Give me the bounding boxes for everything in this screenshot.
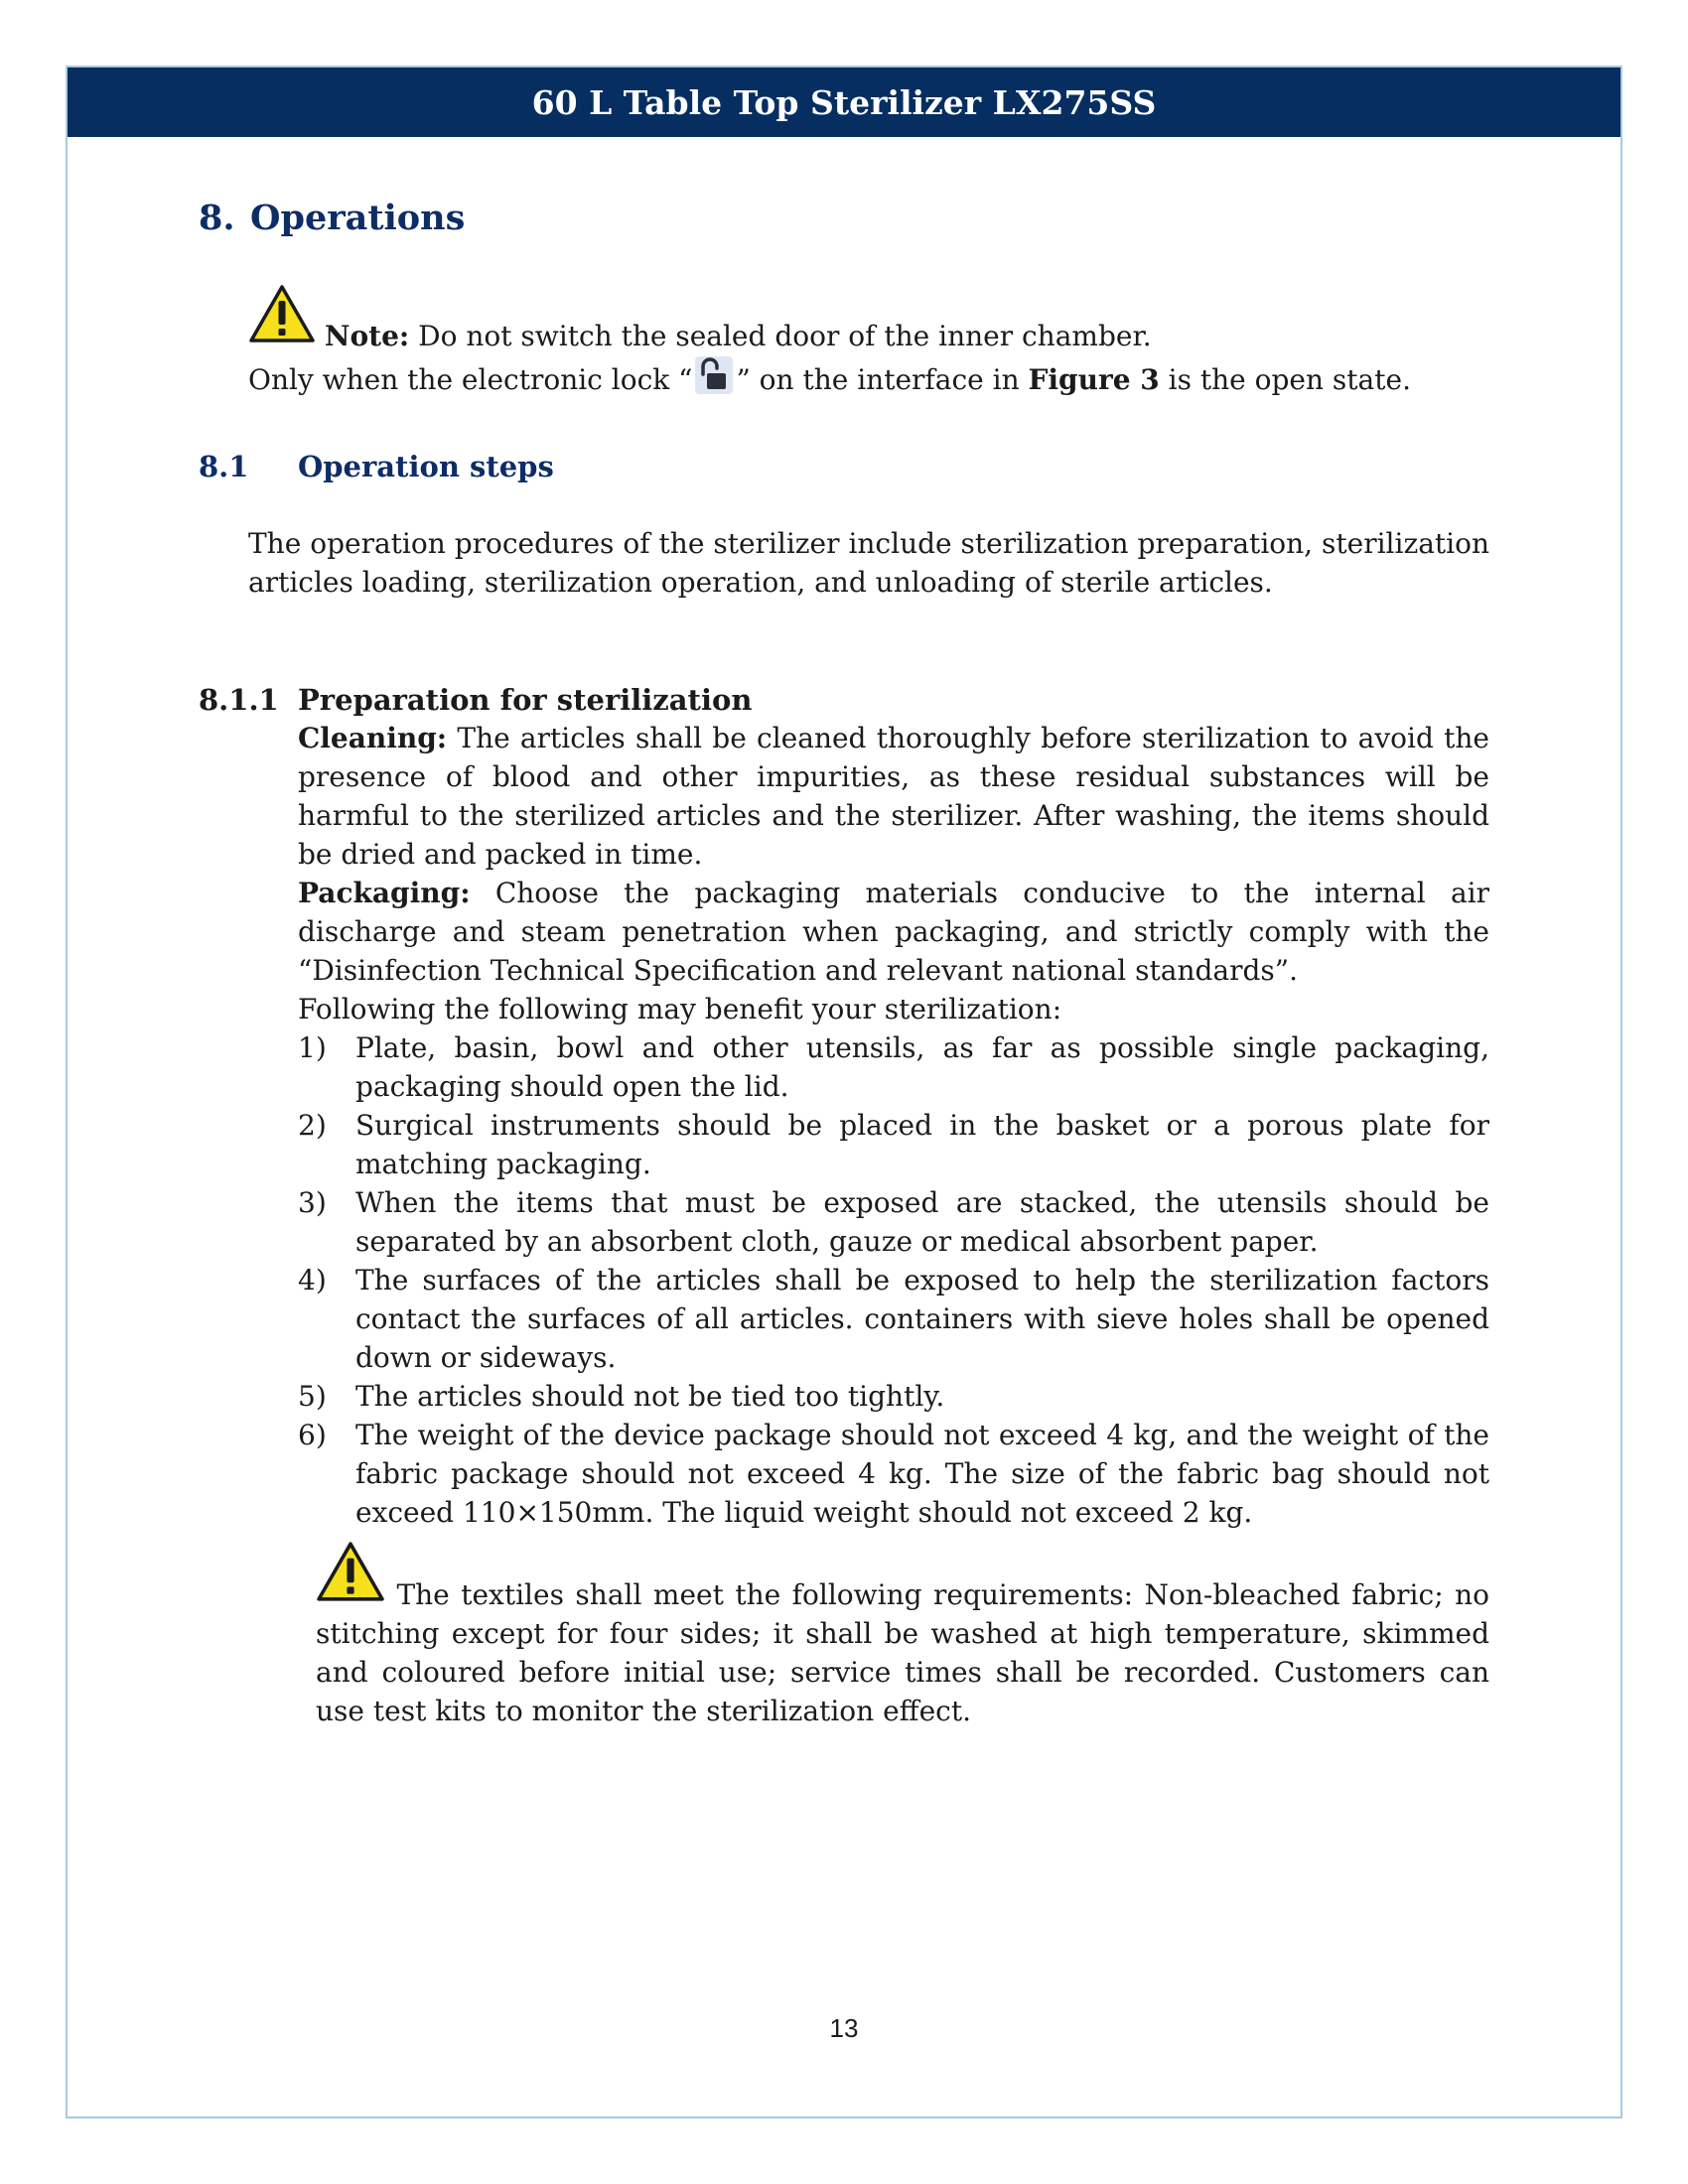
list-item xyxy=(298,1106,1489,1183)
subsubsection-number: 8.1.1 xyxy=(199,683,279,717)
figure-reference: Figure 3 xyxy=(1028,363,1160,396)
header-band xyxy=(68,68,1620,137)
header-title: 60 L Table Top Sterilizer LX275SS xyxy=(531,82,1157,122)
page-number: 13 xyxy=(829,2013,859,2043)
list-item-text: The articles should not be tied too tightly. xyxy=(355,1380,945,1413)
packaging-text: Choose the packaging materials conducive to the internal air discharge and steam penetration when packaging, and strictly comply with the “Disinfection Technical Specification and relevant national standards”. xyxy=(298,877,1489,987)
list-item xyxy=(298,1377,1489,1416)
subsubsection-title: Preparation for sterilization xyxy=(298,683,753,717)
list-item-text: When the items that must be exposed are stacked, the utensils should be separated by an absorbent cloth, gauze or medical absorbent paper. xyxy=(355,1186,1489,1258)
section-number: 8. xyxy=(199,198,235,238)
note-line-2 xyxy=(248,355,1499,405)
packaging-follow: Following the following may benefit your sterilization: xyxy=(298,993,1062,1025)
list-item xyxy=(298,1183,1489,1261)
note-line-1 xyxy=(248,284,1499,355)
list-item-number: 4) xyxy=(298,1264,327,1297)
list-item xyxy=(298,1028,1489,1106)
note-label: Note: xyxy=(324,320,410,352)
subsection-intro: The operation procedures of the sterilizer include sterilization preparation, sterilization articles loading, sterilization operation, and unloading of sterile articles. xyxy=(248,527,1489,599)
list-item xyxy=(298,1261,1489,1377)
list-item-text: Surgical instruments should be placed in the basket or a porous plate for matching packaging. xyxy=(355,1109,1489,1180)
subsection-number: 8.1 xyxy=(199,450,249,483)
preparation-body xyxy=(298,719,1489,1532)
list-item-text: Plate, basin, bowl and other utensils, as far as possible single packaging, packaging should open the lid. xyxy=(355,1031,1489,1103)
note-line-2-mid: ” on the interface in xyxy=(736,363,1029,396)
note-line-2-end: is the open state. xyxy=(1159,363,1411,396)
textile-note xyxy=(316,1541,1489,1730)
unlocked-padlock-icon xyxy=(694,355,734,405)
cleaning-paragraph xyxy=(298,719,1489,874)
textile-note-text: The textiles shall meet the following requirements: Non-bleached fabric; no stitching except for four sides; it shall be washed at high temperature, skimmed and coloured before initial use; service times shall be recorded. Customers can use test kits to monitor the sterilization effect. xyxy=(316,1578,1489,1727)
list-item-number: 3) xyxy=(298,1186,327,1219)
list-item-text: The weight of the device package should not exceed 4 kg, and the weight of the fabric package should not exceed 4 kg. The size of the fabric bag should not exceed 110×150mm. The liquid weight should not exceed 2 kg. xyxy=(355,1419,1489,1529)
packaging-steps-list xyxy=(298,1028,1489,1532)
list-item xyxy=(298,1416,1489,1532)
subsubsection-heading xyxy=(199,680,752,720)
note-text: Do not switch the sealed door of the inner chamber. xyxy=(409,320,1152,352)
warning-triangle-icon xyxy=(316,1541,385,1614)
list-item-text: The surfaces of the articles shall be exposed to help the sterilization factors contact the surfaces of all articles. containers with sieve holes shall be opened down or sideways. xyxy=(355,1264,1489,1374)
subsection-heading xyxy=(199,447,554,486)
cleaning-text: The articles shall be cleaned thoroughly before sterilization to avoid the presence of blood and other impurities, as these residual substances will be harmful to the sterilized articles and the sterilizer. After washing, the items should be dried and packed in time. xyxy=(298,722,1489,871)
subsection-title: Operation steps xyxy=(298,450,554,483)
list-item-number: 6) xyxy=(298,1419,327,1451)
packaging-label: Packaging: xyxy=(298,877,471,909)
list-item-number: 5) xyxy=(298,1380,327,1413)
note-block xyxy=(248,284,1499,405)
section-title: Operations xyxy=(250,198,466,238)
section-heading xyxy=(199,197,465,240)
warning-triangle-icon xyxy=(248,284,316,355)
packaging-paragraph xyxy=(298,874,1489,990)
list-item-number: 2) xyxy=(298,1109,327,1142)
list-item-number: 1) xyxy=(298,1031,327,1064)
cleaning-label: Cleaning: xyxy=(298,722,448,754)
note-line-2-start: Only when the electronic lock “ xyxy=(248,363,693,396)
